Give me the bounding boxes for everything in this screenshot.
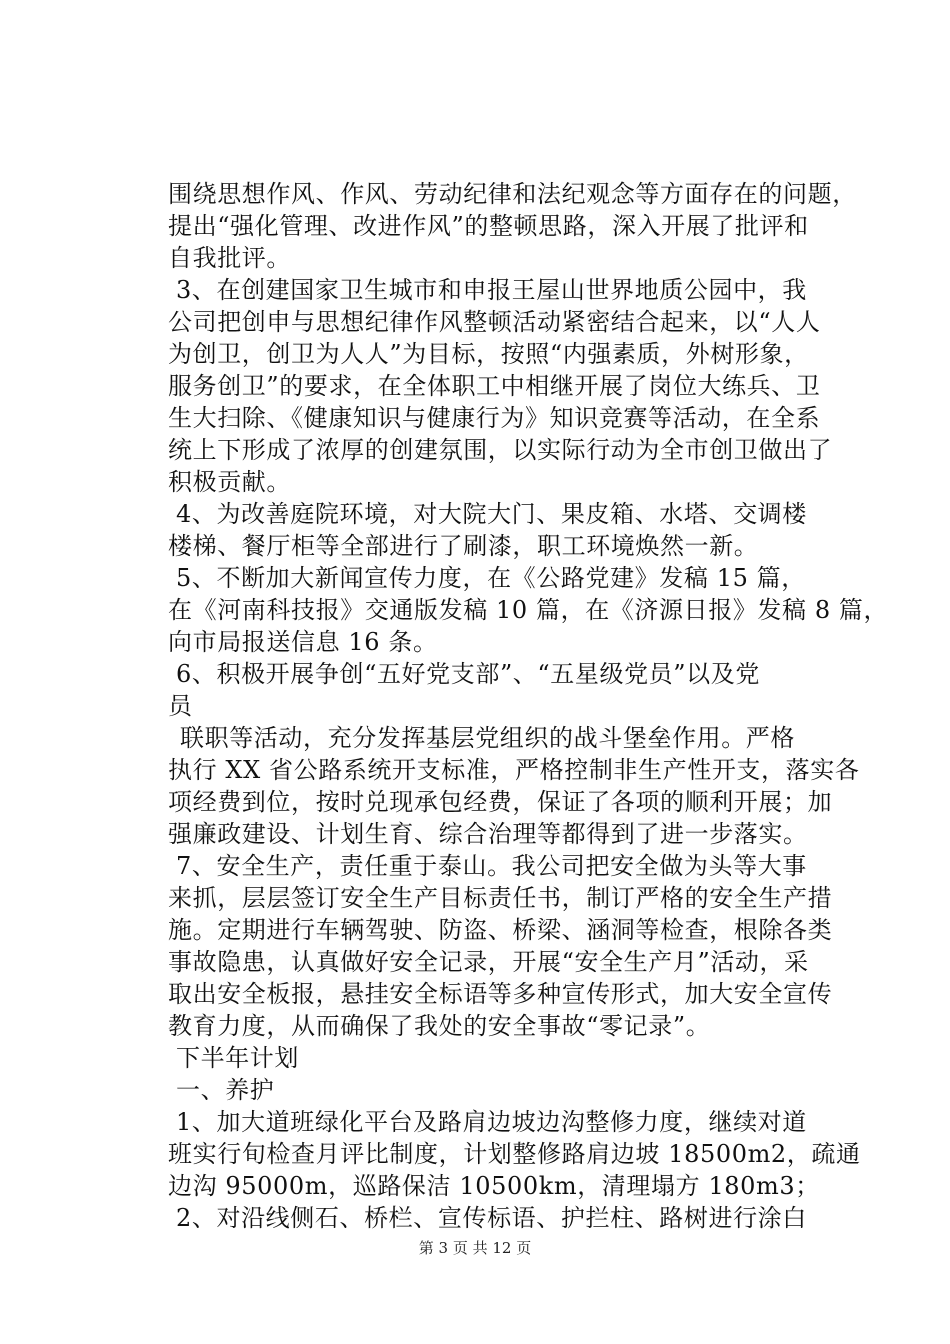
text-line: 向市局报送信息 16 条。: [168, 628, 438, 656]
text-line: 项经费到位，按时兑现承包经费，保证了各项的顺利开展；加: [168, 788, 833, 816]
text-line: 统上下形成了浓厚的创建氛围，以实际行动为全市创卫做出了: [168, 436, 833, 464]
section-heading: 下半年计划: [176, 1044, 299, 1072]
text-line: 取出安全板报，悬挂安全标语等多种宣传形式，加大安全宣传: [168, 980, 833, 1008]
text-line: 5、不断加大新闻宣传力度，在《公路党建》发稿 15 篇，: [176, 564, 806, 592]
text-line: 为创卫，创卫为人人”为目标，按照“内强素质，外树形象，: [168, 340, 809, 368]
text-line: 7、安全生产，责任重于泰山。我公司把安全做为头等大事: [176, 852, 807, 880]
text-line: 教育力度，从而确保了我处的安全事故“零记录”。: [168, 1012, 711, 1040]
page-number-footer: 第 3 页 共 12 页: [418, 1239, 532, 1257]
text-line: 强廉政建设、计划生育、综合治理等都得到了进一步落实。: [168, 820, 808, 848]
text-line: 积极贡献。: [168, 468, 291, 496]
text-line: 员: [168, 692, 193, 720]
text-line: 提出“强化管理、改进作风”的整顿思路，深入开展了批评和: [168, 212, 809, 240]
text-line: 4、为改善庭院环境，对大院大门、果皮箱、水塔、交调楼: [176, 500, 807, 528]
text-line: 1、加大道班绿化平台及路肩边坡边沟整修力度，继续对道: [176, 1108, 807, 1136]
text-line: 在《河南科技报》交通版发稿 10 篇，在《济源日报》发稿 8 篇，: [168, 596, 889, 624]
section-heading: 一、养护: [176, 1076, 275, 1104]
text-line: 生大扫除、《健康知识与健康行为》知识竞赛等活动，在全系: [168, 404, 821, 432]
text-line: 围绕思想作风、作风、劳动纪律和法纪观念等方面存在的问题，: [168, 180, 857, 208]
text-line: 2、对沿线侧石、桥栏、宣传标语、护拦柱、路树进行涂白: [176, 1204, 807, 1232]
text-line: 事故隐患，认真做好安全记录，开展“安全生产月”活动，采: [168, 948, 809, 976]
text-line: 施。定期进行车辆驾驶、防盗、桥梁、涵洞等检查，根除各类: [168, 916, 833, 944]
text-line: 联职等活动，充分发挥基层党组织的战斗堡垒作用。严格: [180, 724, 795, 752]
text-line: 公司把创申与思想纪律作风整顿活动紧密结合起来，以“人人: [168, 308, 821, 336]
text-line: 3、在创建国家卫生城市和申报王屋山世界地质公园中，我: [176, 276, 807, 304]
text-line: 服务创卫”的要求，在全体职工中相继开展了岗位大练兵、卫: [168, 372, 821, 400]
text-line: 6、积极开展争创“五好党支部”、“五星级党员”以及党: [176, 660, 760, 688]
text-line: 楼梯、餐厅柜等全部进行了刷漆，职工环境焕然一新。: [168, 532, 759, 560]
text-line: 边沟 95000m，巡路保洁 10500km，清理塌方 180m3；: [168, 1172, 820, 1200]
text-line: 执行 XX 省公路系统开支标准，严格控制非生产性开支，落实各: [168, 756, 860, 784]
text-line: 班实行旬检查月评比制度，计划整修路肩边坡 18500m2，疏通: [168, 1140, 861, 1168]
text-line: 来抓，层层签订安全生产目标责任书，制订严格的安全生产措: [168, 884, 833, 912]
text-line: 自我批评。: [168, 244, 291, 272]
